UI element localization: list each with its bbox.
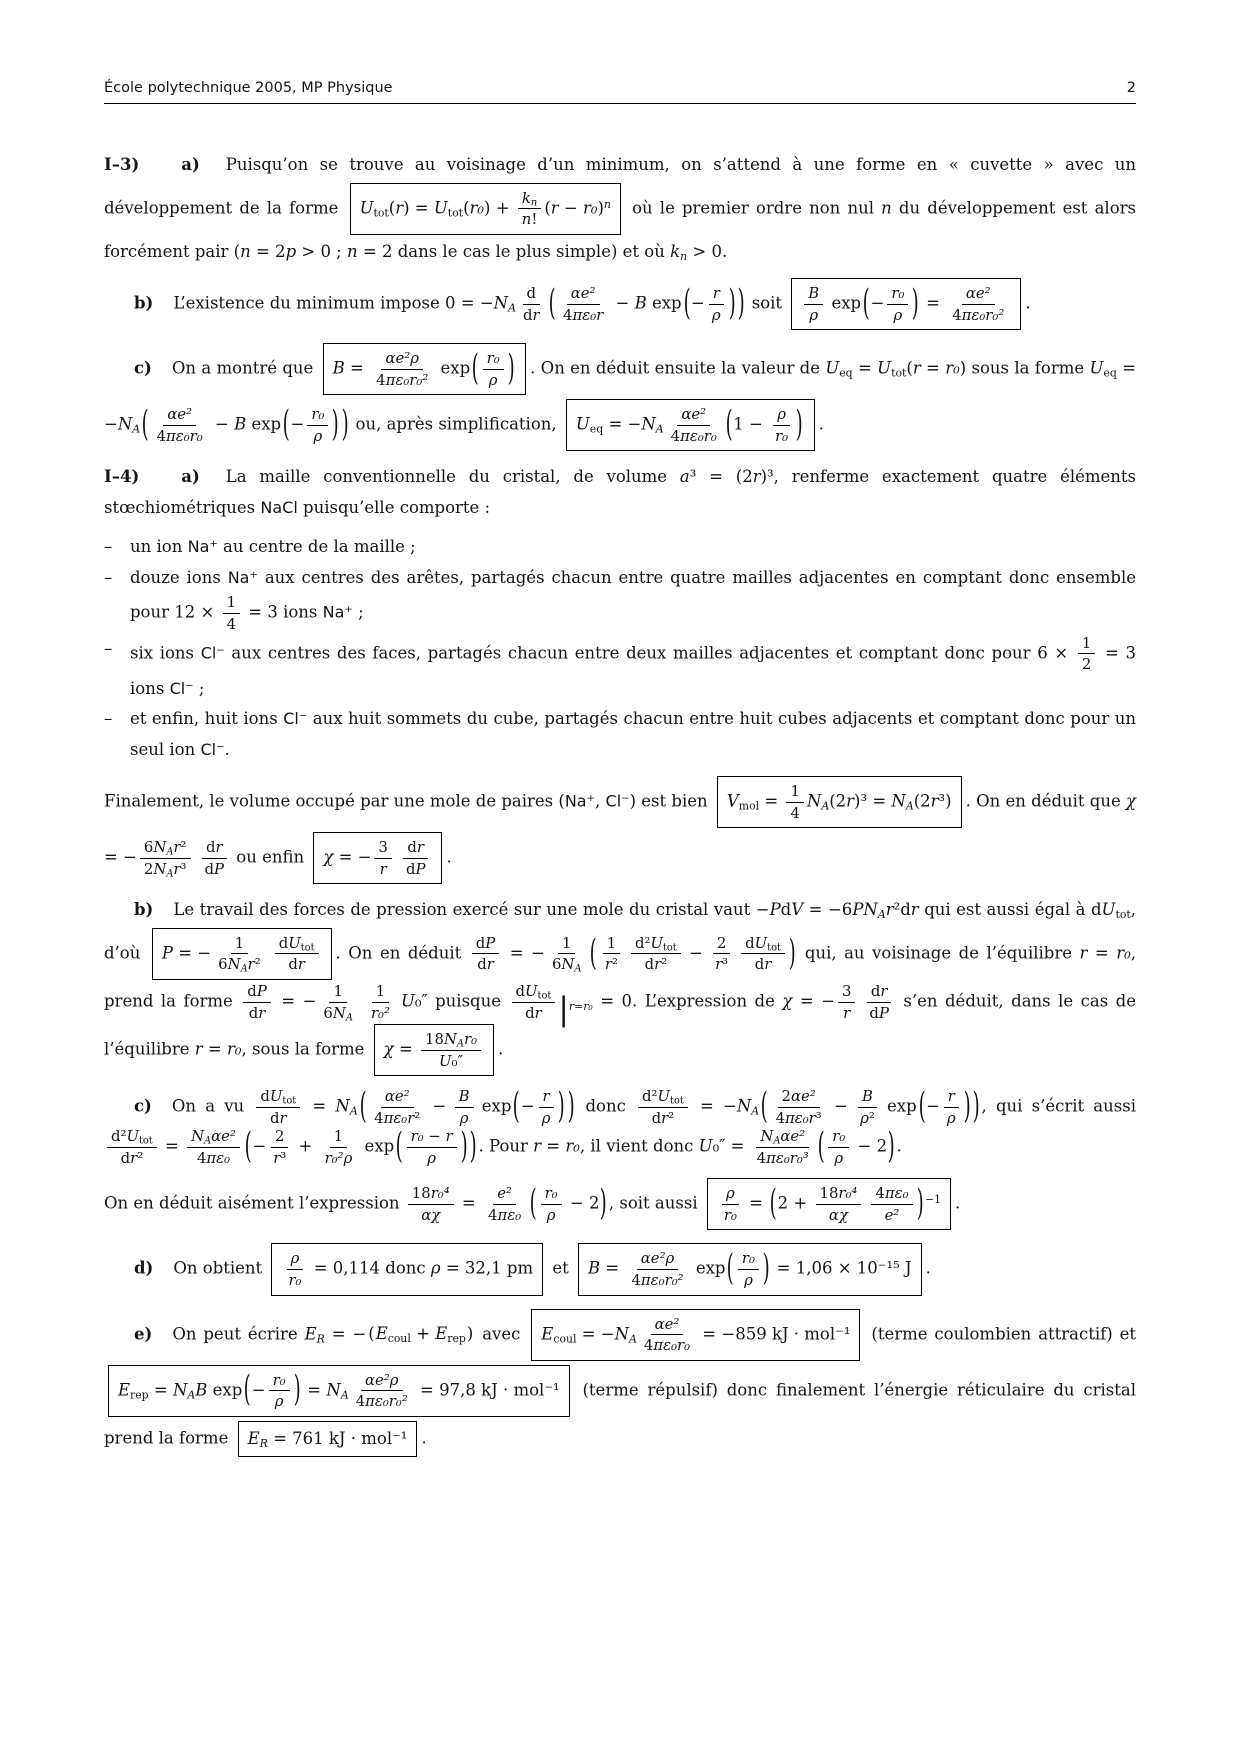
paren-group: ( $E_{coul} + E_{rep}$ ) [368, 1324, 474, 1346]
fraction: $\frac{\text{αe²}}{\text{4πε₀r₀}}$ [643, 1314, 691, 1355]
fraction: $\frac{B}{\rho}$ [804, 284, 823, 324]
list-dash: – [104, 567, 113, 587]
fraction: $\frac{\text{αe²}}{\text{4πε₀r²}}$ [374, 1087, 421, 1127]
fraction: $\frac{1}{4}$ [786, 782, 803, 822]
fraction: $\frac{N_A\alpha e^2}{\text{4πε₀}}$ [187, 1127, 240, 1167]
fraction: $\frac{1}{6N_Ar^2}$ [218, 933, 261, 976]
fraction: $\frac{\text{e²}}{\text{4πε₀}}$ [488, 1184, 522, 1224]
fraction: $\frac{r}{\rho}$ [538, 1087, 555, 1127]
ion-list [104, 532, 1136, 765]
fraction: $\frac{18N_Ar_0}{\text{U₀″}}$ [421, 1030, 481, 1070]
boxed-formula: $E_R = 761$ kJ · mol⁻¹ [238, 1421, 418, 1457]
fraction: $\frac{\text{4πε₀}}{\text{e²}}$ [871, 1184, 912, 1224]
fraction: $\frac{\text{r₀}}{\rho}$ [483, 349, 504, 389]
fraction: $\frac{dr}{dP}$ [865, 982, 893, 1022]
boxed-formula: B = $\frac{\text{αe²ρ}}{\text{4πε₀r₀²}}$ exp ( $\frac{\text{r₀}}{\rho}$ ) [323, 343, 526, 395]
paren-group: ( − $\frac{r}{\rho}$ ) [918, 1085, 971, 1127]
paren-group: ( − $\frac{r}{\rho}$ ) [513, 1085, 566, 1127]
evaluated-at-bar: $|_{r=r_0}$ [558, 991, 593, 1028]
fraction: $\frac{1}{\text{r²}}$ [601, 934, 622, 974]
boxed-formula: $E_{coul} = -N_A$ $\frac{\text{αe²}}{\text{4πε₀r₀}}$ = −859 kJ · mol⁻¹ [531, 1309, 860, 1361]
paren-group: ( $\frac{\text{r₀ − r}}{\rho}$ ) [395, 1125, 468, 1167]
fraction: $\frac{\text{18r₀⁴}}{\alpha\chi}$ [816, 1184, 862, 1224]
fraction: $\frac{1}{\text{r₀²ρ}}$ [324, 1127, 353, 1167]
chem-symbol: Na⁺ [187, 537, 218, 557]
fraction: $\frac{3}{r}$ [374, 838, 391, 878]
boxed-formula: $\frac{\rho}{\text{r₀}}$ = 0,114 donc ρ = 32,1 pm [271, 1243, 543, 1295]
content [104, 150, 1136, 1459]
list-item: – douze ions Na⁺ aux centres des arêtes, partagés chacun entre quatre mailles adjacentes en comptant donc ensemble pour 12 × $\frac{1}{4}$ = 3 ions Na⁺ ; [104, 563, 1136, 634]
fraction: $\frac{k_n}{n!}$ [518, 189, 542, 229]
para-I4c: c) On a vu $\frac{dU_{tot}}{dr}$ = $N_A$ ( $\frac{\text{αe²}}{\text{4πε₀r²}}$ − $\frac{B}{\rho}$ exp ( − $\frac{r}{\rho}$ ) ) donc $\frac{d^2U_{tot}}{\text{dr²}}$ = $-N_A$ ( $\frac{\text{2αe²}}{\text{4πε₀r³}}$ − $\frac{B}{\text{ρ²}}$ exp ( − $\frac{r}{\rho}$ ) ) , qui s’écrit aussi $\frac{d^2U_{tot}}{\text{dr²}}$ = $\frac{N_A\alpha e^2}{\text{4πε₀}}$ ( − $\frac{2}{\text{r³}}$ + $\frac{1}{\text{r₀²ρ}}$ exp ( $\frac{\text{r₀ − r}}{\rho}$ ) ) . Pour r = r₀, il vient donc U₀″ = $\frac{N_A\alpha e^2}{\text{4πε₀r₀³}}$ ( $\frac{\text{r₀}}{\rho}$ − 2 ) . [104, 1087, 1136, 1167]
fraction: $\frac{\rho}{\text{r₀}}$ [288, 1249, 302, 1290]
fraction: $\frac{d^2U_{tot}}{\text{dr²}}$ [107, 1127, 157, 1167]
paren-group: ( $\frac{\text{r₀}}{\rho}$ ) [727, 1247, 770, 1290]
chem-symbol: NaCl [260, 497, 298, 517]
list-item: – et enfin, huit ions Cl⁻ aux huit sommets du cube, partagés chacun entre huit cubes adjacents et comptant donc pour un seul ion Cl⁻. [104, 704, 1136, 765]
list-dash: – [104, 537, 113, 557]
boxed-formula: χ = − $\frac{3}{r}$ $\frac{dr}{dP}$ [313, 832, 442, 884]
paren-group: ( − $\frac{\text{r₀}}{\rho}$ ) [243, 1368, 301, 1411]
fraction: $\frac{d^2U_{tot}}{\text{dr²}}$ [631, 934, 681, 974]
paren-group: ( $\frac{1}{\text{r²}}$ $\frac{d^2U_{tot}}{\text{dr²}}$ − $\frac{2}{\text{r³}}$ $\frac{dU_{tot}}{dr}$ ) [590, 931, 796, 974]
header-page-number: 2 [1126, 80, 1136, 96]
paren-group: ( − $\frac{r}{\rho}$ ) [683, 282, 736, 324]
fraction: $\frac{6N_Ar^2}{2N_Ar^3}$ [140, 838, 191, 878]
para-I3b: b) L’existence du minimum impose $0 = -N_A$ $\frac{d}{dr}$ ( $\frac{\text{αe²}}{\text{4πε₀r}}$ − B exp ( − $\frac{r}{\rho}$ ) ) soit $\frac{B}{\rho}$ exp ( − $\frac{\text{r₀}}{\rho}$ ) = $\frac{\text{αe²}}{\text{4πε₀r₀²}}$ . [104, 276, 1136, 332]
fraction: $\frac{\text{2αe²}}{\text{4πε₀r³}}$ [775, 1087, 822, 1127]
fraction: $\frac{dU_{tot}}{dr}$ [512, 982, 556, 1022]
paren-group: ( 2 + $\frac{\text{18r₀⁴}}{\alpha\chi}$ $\frac{\text{4πε₀}}{\text{e²}}$ ) [769, 1182, 924, 1224]
fraction: $\frac{1}{6N_A}$ [323, 982, 353, 1024]
para-I4e: e) On peut écrire $E_R$ = − ( $E_{coul} + E_{rep}$ ) avec $E_{coul} = -N_A$ $\frac{\text{αe²}}{\text{4πε₀r₀}}$ = −859 kJ · mol⁻¹ (terme coulombien attractif) et $E_{rep} = N_AB$ exp ( − $\frac{\text{r₀}}{\rho}$ ) = $N_A$ $\frac{\text{αe²ρ}}{\text{4πε₀r₀²}}$ = 97,8 kJ · mol⁻¹ (terme répulsif) donc finalement l’énergie réticulaire du cristal prend la forme $E_R = 761$ kJ · mol⁻¹ . [104, 1307, 1136, 1459]
fraction: $\frac{\rho}{\text{r₀}}$ [775, 405, 789, 445]
paren-group: ( 1 − $\frac{\rho}{\text{r₀}}$ ) [725, 403, 803, 445]
boxed-formula: $V_{mol}$ = $\frac{1}{4}$ $N_A(2r)^3 = N_A(2r^3)$ [717, 776, 962, 828]
paren-group: ( $\frac{\text{2αe²}}{\text{4πε₀r³}}$ − $\frac{B}{\text{ρ²}}$ exp ( − $\frac{r}{\rho}$ ) ) [760, 1085, 980, 1127]
fraction: $\frac{N_A\alpha e^2}{\text{4πε₀r₀³}}$ [756, 1127, 809, 1167]
chem-symbol: Na⁺ [322, 603, 353, 623]
fraction: $\frac{dr}{dP}$ [402, 838, 430, 878]
para-I4b: b) Le travail des forces de pression exercé sur une mole du cristal vaut $-PdV = -6PN_Ar^2dr$ qui est aussi égal à $dU_{tot}$, d’où P = − $\frac{1}{6N_Ar^2}$ $\frac{dU_{tot}}{dr}$ . On en déduit $\frac{dP}{dr}$ = − $\frac{1}{6N_A}$ ( $\frac{1}{\text{r²}}$ $\frac{d^2U_{tot}}{\text{dr²}}$ − $\frac{2}{\text{r³}}$ $\frac{dU_{tot}}{dr}$ ) qui, au voisinage de l’équilibre r = r₀, prend la forme $\frac{dP}{dr}$ = − $\frac{1}{6N_A}$ $\frac{1}{\text{r₀²}}$ U₀″ puisque $\frac{dU_{tot}}{dr}$ $|_{r=r_0} = 0$. L’expression de χ = − $\frac{3}{r}$ $\frac{dr}{dP}$ s’en déduit, dans le cas de l’équilibre r = r₀, sous la forme χ = $\frac{18N_Ar_0}{\text{U₀″}}$ . [104, 895, 1136, 1078]
paren-group: ( − $\frac{\text{r₀}}{\rho}$ ) [282, 403, 340, 445]
fraction: $\frac{\text{r₀}}{\rho}$ [269, 1371, 290, 1411]
paren-group: ( $\frac{\text{αe²}}{\text{4πε₀r₀}}$ − B exp ( − $\frac{\text{r₀}}{\rho}$ ) ) [141, 403, 349, 445]
fraction: $\frac{\text{αe²}}{\text{4πε₀r₀}}$ [156, 405, 203, 445]
chem-symbol: Cl⁻ [200, 643, 225, 663]
para-I3c: c) On a montré que B = $\frac{\text{αe²ρ}}{\text{4πε₀r₀²}}$ exp ( $\frac{\text{r₀}}{\rho}$ ) . On en déduit ensuite la valeur de $U_{eq} = U_{tot}(r = r_0)$ sous la forme $U_{eq} = -N_A$ ( $\frac{\text{αe²}}{\text{4πε₀r₀}}$ − B exp ( − $\frac{\text{r₀}}{\rho}$ ) ) ou, après simplification, $U_{eq} = -N_A$ $\frac{\text{αe²}}{\text{4πε₀r₀}}$ ( 1 − $\frac{\rho}{\text{r₀}}$ ) . [104, 341, 1136, 453]
fraction: $\frac{dP}{dr}$ [472, 934, 500, 974]
fraction: $\frac{dU_{tot}}{dr}$ [256, 1087, 300, 1127]
boxed-formula: $U_{tot}(r) = U_{tot}(r_0)$ + $\frac{k_n}{n!}$ $(r - r_0)^n$ [350, 183, 621, 235]
fraction: $\frac{\rho}{\text{r₀}}$ [723, 1184, 737, 1224]
list-item: – un ion Na⁺ au centre de la maille ; [104, 532, 1136, 563]
fraction: $\frac{3}{r}$ [838, 982, 855, 1022]
para-I4d: d) On obtient $\frac{\rho}{\text{r₀}}$ = 0,114 donc ρ = 32,1 pm et B = $\frac{\text{αe²ρ}}{\text{4πε₀r₀²}}$ exp ( $\frac{\text{r₀}}{\rho}$ ) = 1,06 × 10⁻¹⁵ J . [104, 1241, 1136, 1297]
fraction: $\frac{r}{\rho}$ [943, 1087, 960, 1127]
chem-symbol: Cl⁻ [283, 709, 308, 729]
fraction: $\frac{dr}{dP}$ [201, 838, 229, 878]
fraction: $\frac{\text{αe²ρ}}{\text{4πε₀r₀²}}$ [631, 1249, 684, 1290]
fraction: $\frac{1}{4}$ [223, 593, 240, 633]
chem-symbol: Na⁺ [227, 567, 258, 587]
list-dash: – [104, 638, 113, 658]
fraction: $\frac{\text{r₀}}{\rho}$ [541, 1184, 562, 1224]
fraction: $\frac{dP}{dr}$ [243, 982, 271, 1022]
header-title: École polytechnique 2005, MP Physique [104, 80, 393, 96]
para-vmol: Finalement, le volume occupé par une mole de paires (Na⁺, Cl⁻) est bien $V_{mol}$ = $\frac{1}{4}$ $N_A(2r)^3 = N_A(2r^3)$ . On en déduit que χ = − $\frac{6N_Ar^2}{2N_Ar^3}$ $\frac{dr}{dP}$ ou enfin χ = − $\frac{3}{r}$ $\frac{dr}{dP}$ . [104, 774, 1136, 886]
fraction: $\frac{B}{\text{ρ²}}$ [856, 1087, 879, 1127]
chem-symbol: Cl⁻ [200, 739, 225, 759]
fraction: $\frac{\text{r₀}}{\rho}$ [738, 1249, 759, 1289]
fraction: $\frac{1}{6N_A}$ [551, 933, 582, 976]
fraction: $\frac{\text{αe²}}{\text{4πε₀r₀}}$ [670, 405, 717, 445]
fraction: $\frac{\text{r₀}}{\rho}$ [307, 405, 328, 445]
para-I4c-suite: On en déduit aisément l’expression $\frac{\text{18r₀⁴}}{\alpha\chi}$ = $\frac{\text{e²}}{\text{4πε₀}}$ ( $\frac{\text{r₀}}{\rho}$ − 2 ) , soit aussi $\frac{\rho}{\text{r₀}}$ = ( 2 + $\frac{\text{18r₀⁴}}{\alpha\chi}$ $\frac{\text{4πε₀}}{\text{e²}}$ ) $^{-1}$ . [104, 1176, 1136, 1232]
fraction: $\frac{d}{dr}$ [522, 284, 540, 324]
page-header [104, 80, 1136, 104]
para-I4a: I–4) a) La maille conventionnelle du cristal, de volume a³ = (2r)³, renferme exactement quatre éléments stœchiométriques NaCl puisqu’elle comporte : [104, 467, 1136, 517]
boxed-formula: $\frac{B}{\rho}$ exp ( − $\frac{\text{r₀}}{\rho}$ ) = $\frac{\text{αe²}}{\text{4πε₀r₀²}}$ [791, 278, 1021, 330]
fraction: $\frac{\text{r₀ − r}}{\rho}$ [407, 1127, 457, 1167]
fraction: $\frac{dU_{tot}}{dr}$ [741, 934, 785, 974]
fraction: $\frac{\text{αe²ρ}}{\text{4πε₀r₀²}}$ [376, 349, 429, 389]
paren-group: ( − $\frac{\text{r₀}}{\rho}$ ) [862, 282, 920, 324]
fraction: $\frac{dU_{tot}}{dr}$ [275, 934, 319, 974]
boxed-formula: $\frac{\rho}{\text{r₀}}$ = ( 2 + $\frac{\text{18r₀⁴}}{\alpha\chi}$ $\frac{\text{4πε₀}}{\text{e²}}$ ) $^{-1}$ [707, 1178, 951, 1230]
paren-group: ( $\frac{\text{αe²}}{\text{4πε₀r}}$ − B exp ( − $\frac{r}{\rho}$ ) ) [548, 282, 745, 324]
chem-symbol: Cl⁻ [605, 791, 630, 811]
fraction: $\frac{B}{\rho}$ [455, 1087, 474, 1127]
boxed-formula: P = − $\frac{1}{6N_Ar^2}$ $\frac{dU_{tot}}{dr}$ [152, 928, 332, 980]
para-I3a: I–3) a) Puisqu’on se trouve au voisinage d’un minimum, on s’attend à une forme en « cuvette » avec un développement de la forme $U_{tot}(r) = U_{tot}(r_0)$ + $\frac{k_n}{n!}$ $(r - r_0)^n$ où le premier ordre non nul n du développement est alors forcément pair (n = 2p > 0 ; n = 2 dans le cas le plus simple) et où $k_n > 0$. [104, 155, 1136, 263]
boxed-formula: $U_{eq} = -N_A$ $\frac{\text{αe²}}{\text{4πε₀r₀}}$ ( 1 − $\frac{\rho}{\text{r₀}}$ ) [566, 399, 815, 451]
paren-group: ( $\frac{\text{r₀}}{\rho}$ − 2 ) [817, 1125, 895, 1167]
paren-group: ( $\frac{\text{r₀}}{\rho}$ − 2 ) [529, 1182, 608, 1224]
fraction: $\frac{d^2U_{tot}}{\text{dr²}}$ [638, 1087, 688, 1127]
boxed-formula: B = $\frac{\text{αe²ρ}}{\text{4πε₀r₀²}}$ exp ( $\frac{\text{r₀}}{\rho}$ ) = 1,06 × 10⁻¹⁵ J [578, 1243, 922, 1295]
fraction: $\frac{\text{r₀}}{\rho}$ [828, 1127, 849, 1167]
fraction: $\frac{\text{αe²ρ}}{\text{4πε₀r₀²}}$ [355, 1370, 408, 1411]
chem-symbol: Na⁺ [564, 791, 596, 811]
fraction: $\frac{r}{\rho}$ [708, 284, 725, 324]
fraction: $\frac{\text{αe²}}{\text{4πε₀r}}$ [563, 284, 604, 324]
list-dash: – [104, 709, 113, 729]
boxed-formula: $E_{rep} = N_AB$ exp ( − $\frac{\text{r₀}}{\rho}$ ) = $N_A$ $\frac{\text{αe²ρ}}{\text{4πε₀r₀²}}$ = 97,8 kJ · mol⁻¹ [108, 1365, 570, 1417]
fraction: $\frac{2}{\text{r³}}$ [269, 1127, 290, 1167]
paren-group: ( $\frac{\text{αe²}}{\text{4πε₀r²}}$ − $\frac{B}{\rho}$ exp ( − $\frac{r}{\rho}$ ) ) [359, 1085, 575, 1127]
fraction: $\frac{2}{\text{r³}}$ [711, 934, 732, 974]
fraction: $\frac{1}{2}$ [1078, 634, 1095, 674]
fraction: $\frac{\text{18r₀⁴}}{\alpha\chi}$ [408, 1184, 454, 1224]
fraction: $\frac{1}{\text{r₀²}}$ [370, 982, 390, 1022]
list-item: – six ions Cl⁻ aux centres des faces, partagés chacun entre deux mailles adjacentes et comptant donc pour 6 × $\frac{1}{2}$ = 3 ions Cl⁻ ; [104, 634, 1136, 705]
boxed-formula: χ = $\frac{18N_Ar_0}{\text{U₀″}}$ [374, 1024, 494, 1076]
paren-group: ( $\frac{\text{r₀}}{\rho}$ ) [471, 347, 515, 389]
paren-group: ( − $\frac{2}{\text{r³}}$ + $\frac{1}{\text{r₀²ρ}}$ exp ( $\frac{\text{r₀ − r}}{\rho}$ ) ) [244, 1125, 477, 1167]
chem-symbol: Cl⁻ [169, 678, 194, 698]
fraction: $\frac{\text{r₀}}{\rho}$ [887, 284, 908, 324]
fraction: $\frac{\text{αe²}}{\text{4πε₀r₀²}}$ [952, 284, 1005, 324]
